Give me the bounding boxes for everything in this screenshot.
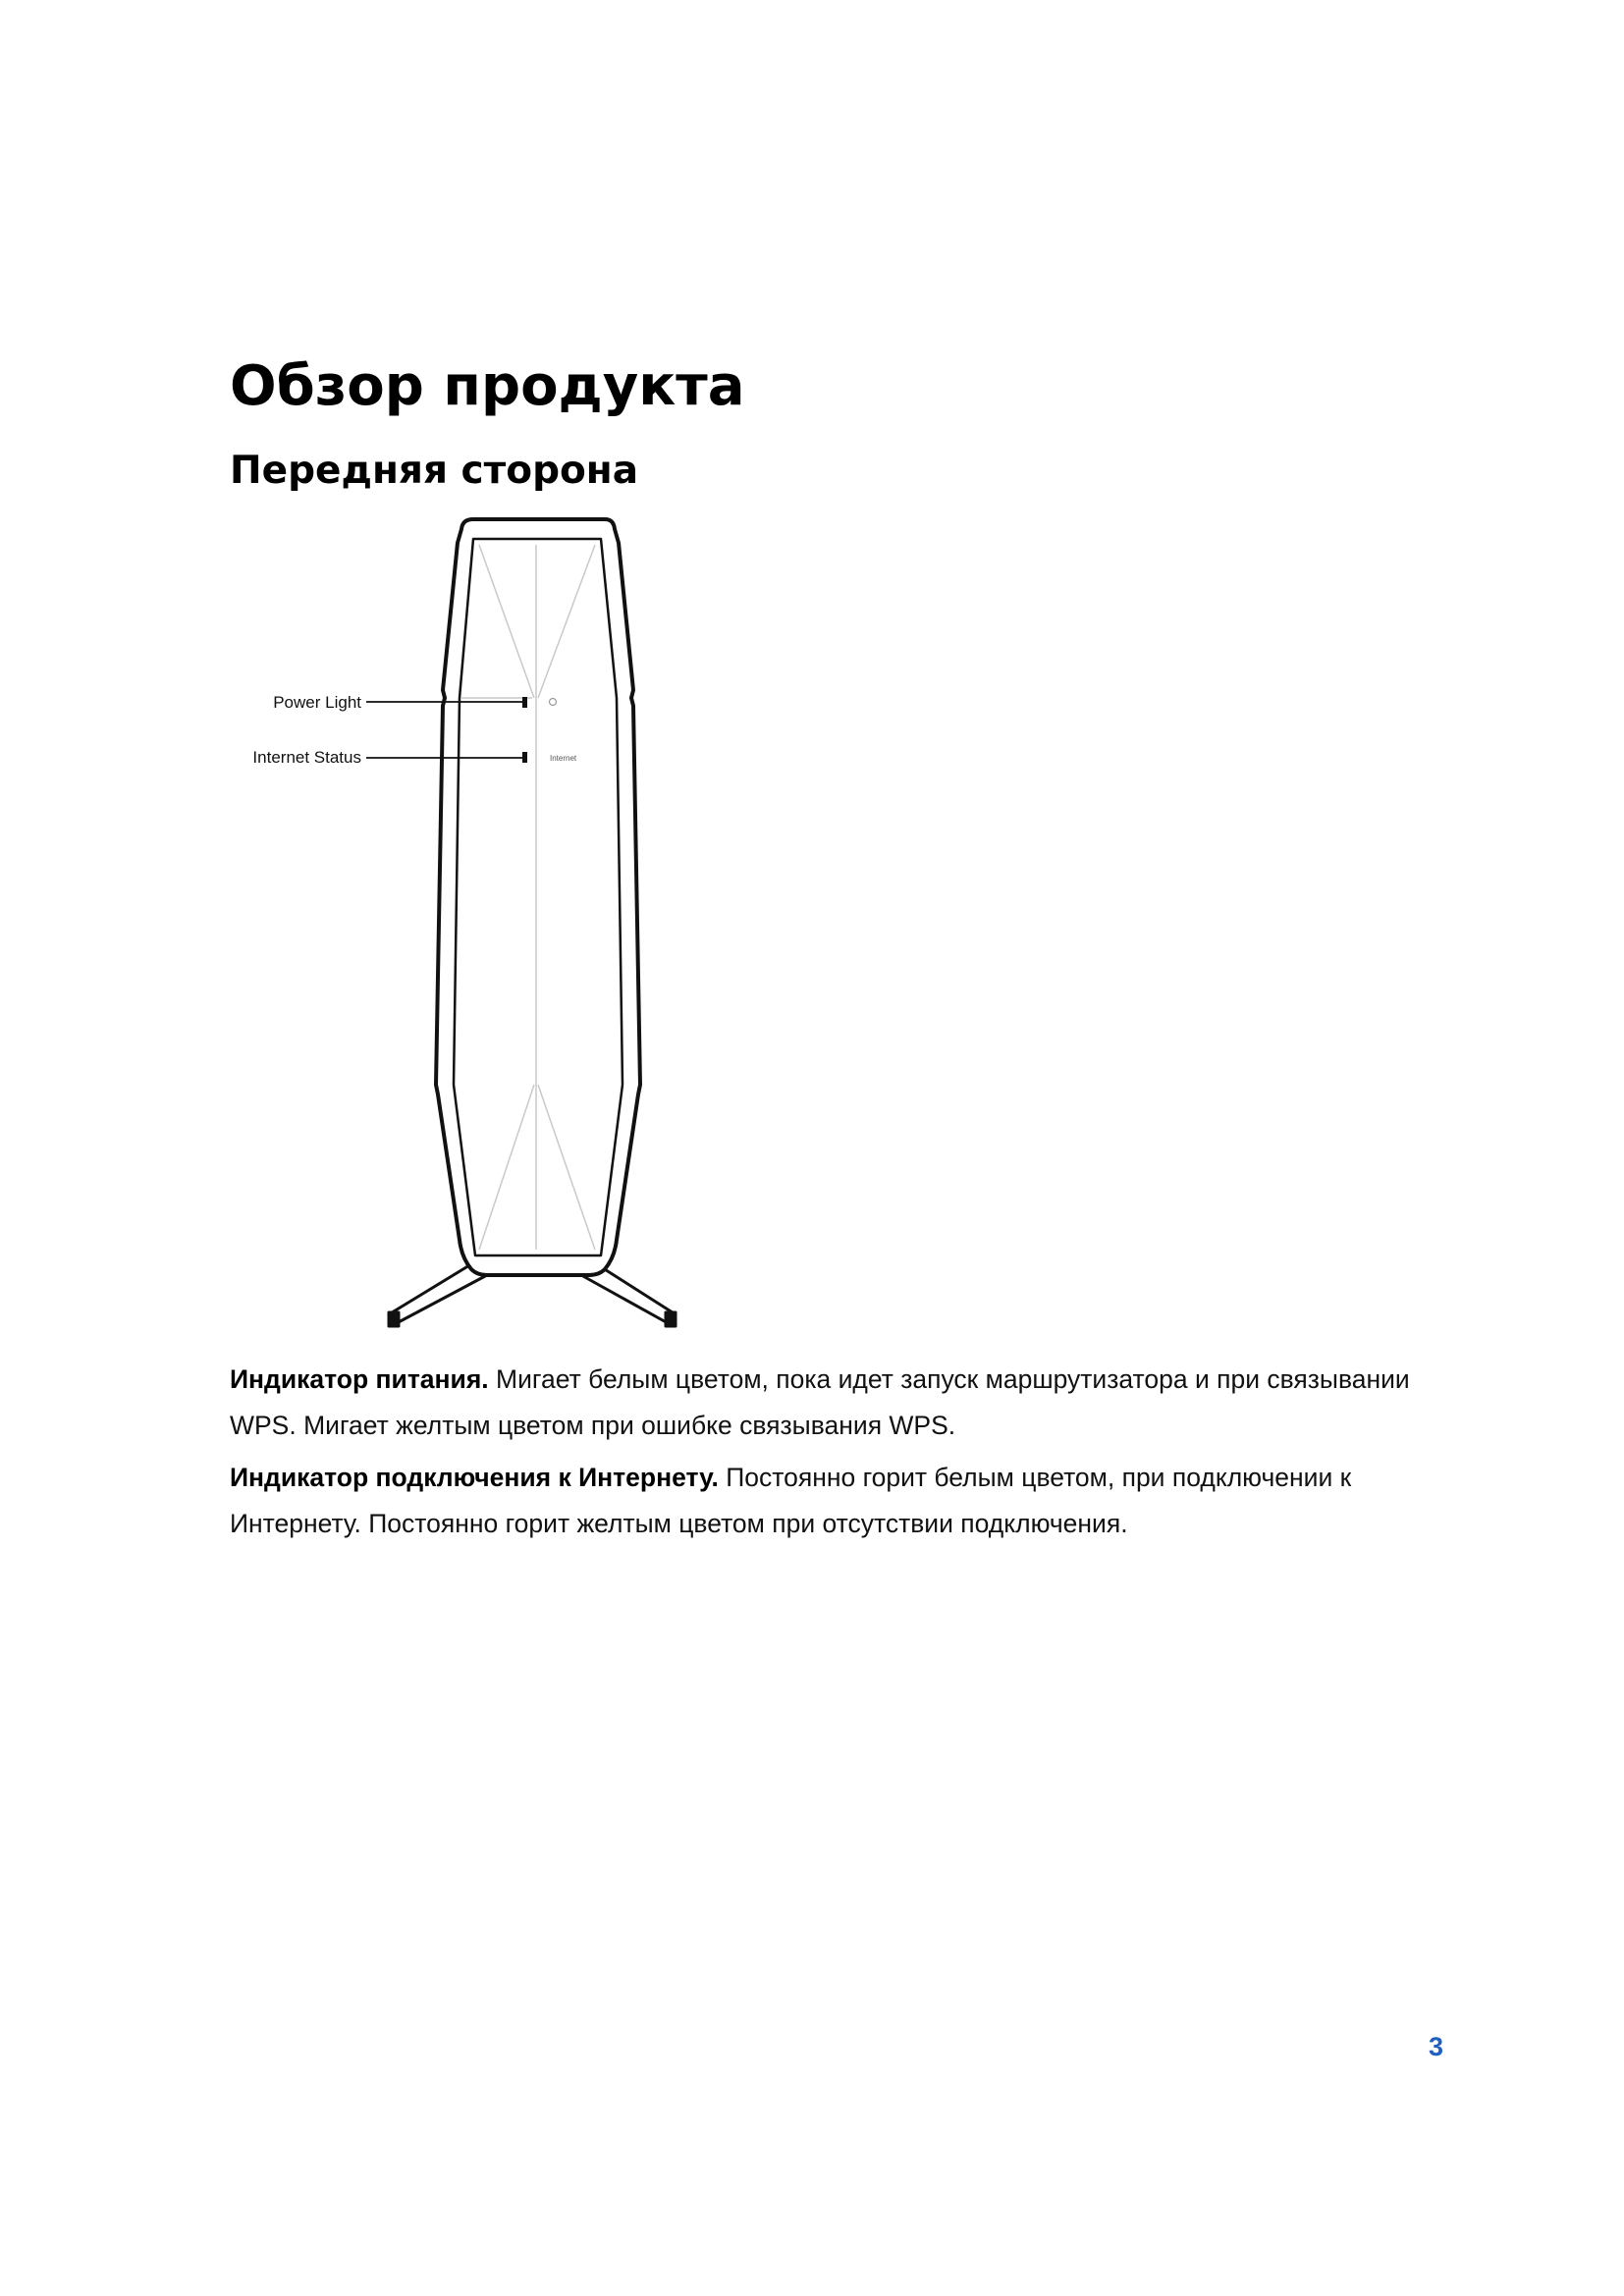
- router-front-diagram: [226, 506, 697, 1350]
- router-front-panel: [454, 539, 623, 1255]
- page-title: Обзор продукта: [230, 354, 745, 418]
- power-light-label: Power Light: [273, 693, 361, 712]
- internet-status-description: [230, 1455, 1457, 1547]
- router-front-illustration: [226, 506, 697, 1350]
- internet-status-term: Индикатор подключения к Интернету.: [230, 1463, 719, 1492]
- internet-marking: Internet: [550, 754, 577, 763]
- internet-status-label: Internet Status: [252, 748, 361, 767]
- power-light-text: Мигает белым цветом, пока идет запуск маршрутизатора и при связывании WPS. Мигает желтым цветом при ошибке связывания WPS.: [230, 1364, 1410, 1440]
- section-subtitle: Передняя сторона: [230, 449, 639, 493]
- power-light-description: [230, 1357, 1457, 1449]
- power-light-term: Индикатор питания.: [230, 1364, 489, 1394]
- internet-status-text: Постоянно горит белым цветом, при подключении к Интернету. Постоянно горит желтым цветом при отсутствии подключения.: [230, 1463, 1352, 1538]
- page-number: 3: [1429, 2032, 1444, 2061]
